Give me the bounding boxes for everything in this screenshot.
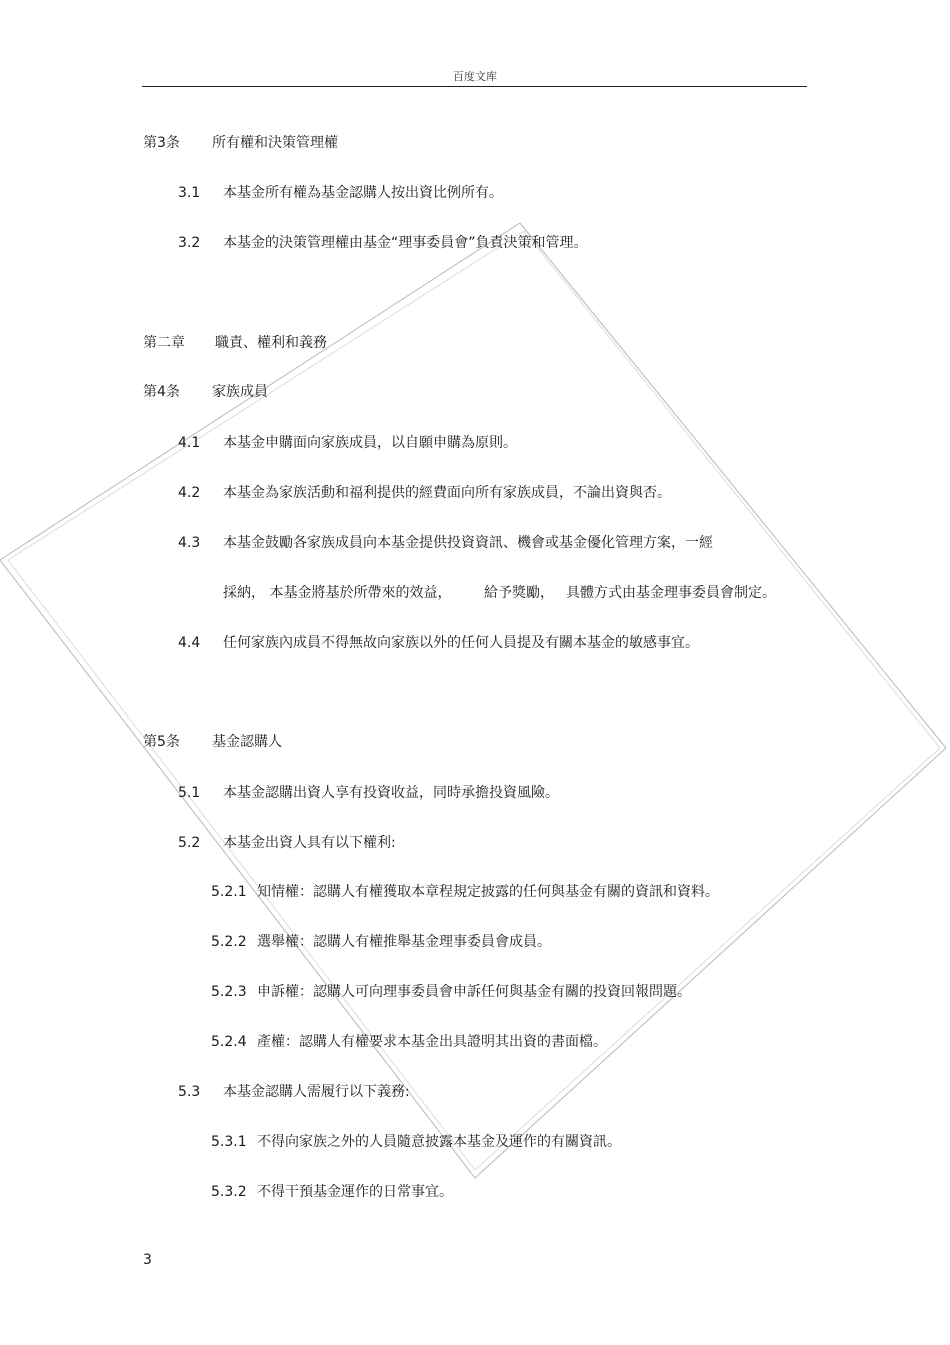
clause-5-2-2-number: 5.2.2: [211, 934, 247, 950]
clause-5-2-2-text: 選舉權：認購人有權推舉基金理事委員會成員。: [257, 934, 551, 950]
clause-5-2-3-number: 5.2.3: [211, 984, 247, 1000]
clause-5-3-text: 本基金認購人需履行以下義務:: [223, 1084, 410, 1100]
clause-5-2-4-number: 5.2.4: [211, 1034, 247, 1050]
header-rule: [142, 86, 807, 87]
clause-4-2-text: 本基金為家族活動和福利提供的經費面向所有家族成員，不論出資與否。: [223, 485, 671, 501]
clause-5-2-1-number: 5.2.1: [211, 884, 247, 900]
clause-4-1-number: 4.1: [178, 435, 201, 451]
clause-4-3-continuation-b: 給予獎勵，: [484, 585, 554, 601]
article-3-title: 所有權和決策管理權: [212, 135, 338, 151]
article-5-label: 第5条: [143, 734, 180, 750]
clause-5-3-1-number: 5.3.1: [211, 1134, 247, 1150]
clause-3-1-number: 3.1: [178, 185, 201, 201]
clause-4-4-text: 任何家族內成員不得無故向家族以外的任何人員提及有關本基金的敏感事宜。: [223, 635, 699, 651]
article-5-title: 基金認購人: [212, 734, 282, 750]
clause-5-2-text: 本基金出資人具有以下權利:: [223, 835, 396, 851]
article-3-label: 第3条: [143, 135, 180, 151]
clause-3-2-number: 3.2: [178, 235, 201, 251]
clause-4-3-continuation-c: 具體方式由基金理事委員會制定。: [566, 585, 776, 601]
chapter-2-title: 職責、權利和義務: [215, 335, 327, 351]
clause-4-2-number: 4.2: [178, 485, 201, 501]
clause-5-3-1-text: 不得向家族之外的人員隨意披露本基金及運作的有關資訊。: [257, 1134, 621, 1150]
clause-4-3-text: 本基金鼓勵各家族成員向本基金提供投資資訊、機會或基金優化管理方案，一經: [223, 535, 713, 551]
clause-4-3-number: 4.3: [178, 535, 201, 551]
clause-3-1-text: 本基金所有權為基金認購人按出資比例所有。: [223, 185, 503, 201]
clause-5-2-number: 5.2: [178, 835, 201, 851]
clause-4-1-text: 本基金申購面向家族成員，以自願申購為原則。: [223, 435, 517, 451]
article-4-label: 第4条: [143, 384, 180, 400]
clause-5-3-2-text: 不得干預基金運作的日常事宜。: [257, 1184, 453, 1200]
clause-5-3-number: 5.3: [178, 1084, 201, 1100]
clause-5-2-4-text: 產權：認購人有權要求本基金出具證明其出資的書面檔。: [257, 1034, 607, 1050]
clause-4-3-continuation-a: 採納， 本基金將基於所帶來的效益，: [223, 585, 452, 601]
clause-5-1-number: 5.1: [178, 785, 201, 801]
header-title: 百度文库: [453, 70, 497, 83]
clause-5-2-1-text: 知情權：認購人有權獲取本章程規定披露的任何與基金有關的資訊和資料。: [257, 884, 719, 900]
clause-5-2-3-text: 申訴權：認購人可向理事委員會申訴任何與基金有關的投資回報問題。: [257, 984, 691, 1000]
clause-3-2-text: 本基金的決策管理權由基金“理事委員會”負責決策和管理。: [223, 235, 588, 251]
article-4-title: 家族成員: [212, 384, 268, 400]
page-number: 3: [143, 1252, 152, 1268]
clause-5-3-2-number: 5.3.2: [211, 1184, 247, 1200]
clause-5-1-text: 本基金認購出資人享有投資收益，同時承擔投資風險。: [223, 785, 559, 801]
chapter-2-label: 第二章: [143, 335, 185, 351]
clause-4-4-number: 4.4: [178, 635, 201, 651]
